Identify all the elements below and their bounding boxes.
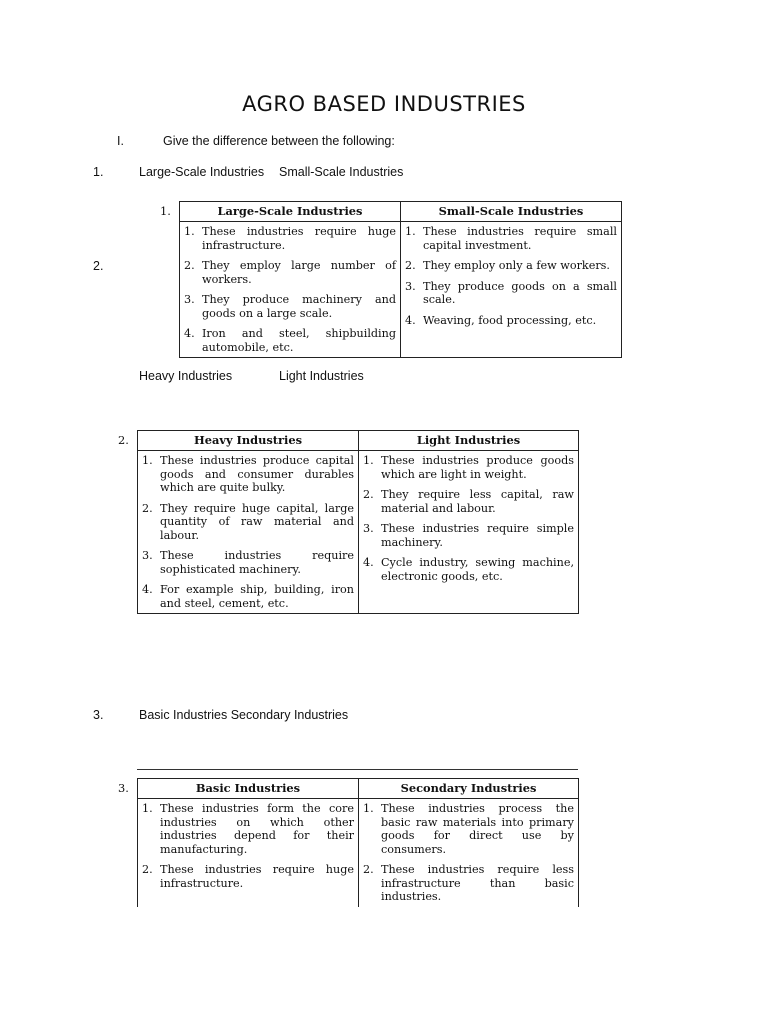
item-number: 3.: [142, 549, 153, 562]
question-2-right: Light Industries: [279, 369, 364, 383]
item-text: They produce goods on a small scale.: [423, 279, 617, 306]
item-text: These industries require small capital investment.: [423, 225, 617, 252]
page-title: AGRO BASED INDUSTRIES: [242, 92, 526, 116]
item-number: 4.: [184, 327, 195, 340]
table-3-number: 3.: [118, 781, 129, 795]
table-cell-right: [401, 222, 622, 358]
item-number: 1.: [363, 454, 374, 467]
list-item: [405, 259, 617, 273]
item-number: 4.: [142, 583, 153, 596]
list-item: [363, 522, 574, 549]
question-1-number: 1.: [93, 165, 104, 179]
item-text: They require huge capital, large quantity of raw material and labour.: [160, 501, 354, 542]
divider: [137, 769, 578, 770]
list-item: [142, 802, 354, 856]
item-text: Weaving, food processing, etc.: [423, 313, 597, 327]
question-2-number: 2.: [93, 259, 104, 273]
table-cell-left: [138, 451, 359, 614]
table-header: Secondary Industries: [359, 779, 579, 799]
item-text: These industries process the basic raw materials into primary goods for direct use by consumers.: [381, 802, 574, 856]
item-number: 1.: [142, 454, 153, 467]
item-number: 3.: [363, 522, 374, 535]
item-text: For example ship, building, iron and steel, cement, etc.: [160, 583, 354, 610]
item-text: These industries require huge infrastructure.: [160, 863, 354, 890]
table-header: Light Industries: [359, 431, 579, 451]
item-text: These industries form the core industries on which other industries depend for their manufacturing.: [160, 802, 354, 856]
list-item: [405, 314, 617, 328]
table-header: Heavy Industries: [138, 431, 359, 451]
item-text: These industries require sophisticated machinery.: [160, 549, 354, 576]
table-header: Basic Industries: [138, 779, 359, 799]
comparison-table-3: [137, 778, 579, 907]
item-text: These industries produce goods which are light in weight.: [381, 454, 574, 481]
instruction-text: Give the difference between the following:: [163, 134, 395, 148]
table-cell-left: [180, 222, 401, 358]
list-item: [142, 583, 354, 610]
item-number: 1.: [142, 802, 153, 815]
list-item: [363, 802, 574, 856]
list-item: [184, 293, 396, 320]
list-item: [184, 225, 396, 252]
comparison-table-1: [179, 201, 622, 358]
list-item: [142, 502, 354, 543]
list-item: [142, 863, 354, 890]
item-text: They require less capital, raw material and labour.: [381, 488, 574, 515]
list-item: [363, 863, 574, 904]
item-text: These industries produce capital goods and consumer durables which are quite bulky.: [160, 454, 354, 494]
list-item: [363, 556, 574, 583]
item-number: 2.: [405, 259, 416, 272]
table-header: Small-Scale Industries: [401, 202, 622, 222]
item-number: 3.: [405, 279, 416, 293]
list-item: [363, 488, 574, 515]
list-item: [142, 549, 354, 576]
section-number: I.: [117, 134, 124, 148]
table-cell-right: [359, 799, 579, 907]
item-number: 4.: [405, 313, 416, 327]
item-text: They produce machinery and goods on a large scale.: [202, 293, 396, 320]
item-number: 1.: [405, 225, 416, 238]
item-text: Iron and steel, shipbuilding automobile, etc.: [202, 327, 396, 354]
question-3-text: Basic Industries Secondary Industries: [139, 708, 349, 722]
item-number: 1.: [363, 802, 374, 815]
item-number: 2.: [142, 501, 153, 515]
table-1-number: 1.: [160, 204, 171, 218]
list-item: [142, 454, 354, 495]
item-number: 1.: [184, 225, 195, 238]
list-item: [405, 225, 617, 252]
item-number: 2.: [363, 488, 374, 501]
comparison-table-2: [137, 430, 579, 614]
item-number: 2.: [184, 259, 195, 272]
item-number: 4.: [363, 556, 374, 569]
table-2-number: 2.: [118, 433, 129, 447]
item-number: 2.: [363, 863, 374, 876]
list-item: [184, 327, 396, 354]
question-3-number: 3.: [93, 708, 104, 722]
item-text: These industries require huge infrastructure.: [202, 225, 396, 252]
question-1-right: Small-Scale Industries: [279, 165, 404, 179]
table-header: Large-Scale Industries: [180, 202, 401, 222]
item-text: They employ only a few workers.: [423, 259, 610, 272]
list-item: [184, 259, 396, 286]
item-number: 3.: [184, 293, 195, 306]
item-text: Cycle industry, sewing machine, electronic goods, etc.: [381, 556, 574, 583]
list-item: [363, 454, 574, 481]
list-item: [405, 280, 617, 307]
table-cell-right: [359, 451, 579, 614]
table-cell-left: [138, 799, 359, 907]
item-number: 2.: [142, 863, 153, 876]
item-text: These industries require less infrastructure than basic industries.: [381, 863, 574, 903]
question-1-left: Large-Scale Industries: [139, 165, 265, 179]
question-2-left: Heavy Industries: [139, 369, 233, 383]
item-text: They employ large number of workers.: [202, 259, 396, 286]
item-text: These industries require simple machinery.: [381, 522, 574, 549]
